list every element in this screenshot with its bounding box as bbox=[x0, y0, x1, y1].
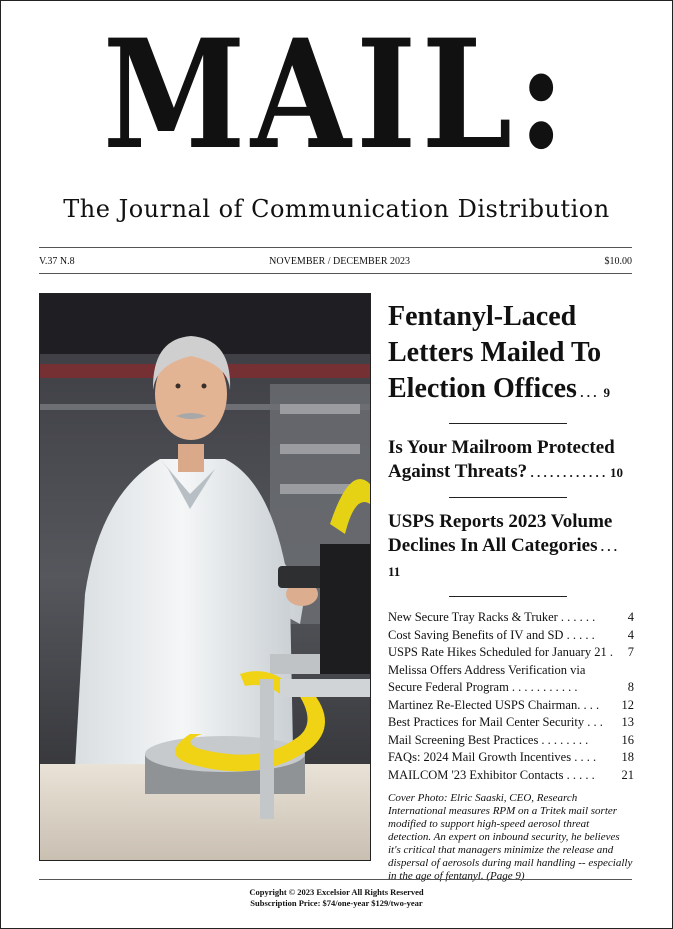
cover-photo bbox=[39, 293, 371, 861]
toc-item[interactable]: USPS Rate Hikes Scheduled for January 21 . 7 bbox=[388, 645, 634, 659]
footer bbox=[1, 887, 672, 909]
issue-rule bbox=[39, 273, 632, 274]
issue-bar bbox=[39, 256, 632, 268]
headline-mailroom-threats[interactable]: Is Your Mailroom Protected Against Threats? . . . . . . . . . . . . 10 bbox=[388, 437, 623, 482]
issue-price: $10.00 bbox=[604, 256, 632, 267]
toc-item[interactable]: Best Practices for Mail Center Security . . . 13 bbox=[388, 715, 634, 729]
contents-column bbox=[388, 299, 634, 883]
headline-page-number: 11 bbox=[388, 564, 401, 579]
headline-usps-volume[interactable]: USPS Reports 2023 Volume Declines In All Categories . . . 11 bbox=[388, 511, 618, 579]
divider bbox=[449, 596, 567, 597]
toc-item[interactable]: Cost Saving Benefits of IV and SD . . . . . 4 bbox=[388, 627, 634, 642]
cover-photo-caption: Cover Photo: Elric Saaski, CEO, Research International measures RPM on a Tritek mail sorter modified to support high-speed aerosol threat detection. An expert on inbound security, he believes it's critical that managers minimize the release and dispersal of aerosols during mail handling -- especially in the age of fentanyl. (Page 9) bbox=[388, 792, 633, 882]
divider bbox=[449, 423, 567, 424]
toc-item[interactable]: Mail Screening Best Practices . . . . . . . . 16 bbox=[388, 732, 634, 747]
toc-item[interactable]: Melissa Offers Address Verification via bbox=[388, 662, 586, 677]
toc-item[interactable]: MAILCOM '23 Exhibitor Contacts . . . . . 21 bbox=[388, 767, 634, 782]
toc-item[interactable]: Martinez Re-Elected USPS Chairman. . . . 12 bbox=[388, 697, 634, 712]
divider bbox=[449, 497, 567, 498]
issue-volume: V.37 N.8 bbox=[39, 256, 75, 267]
footer-rule bbox=[39, 879, 632, 880]
table-of-contents bbox=[388, 609, 634, 784]
subscription-text: Subscription Price: $74/one-year $129/two-year bbox=[250, 898, 423, 908]
issue-date: NOVEMBER / DECEMBER 2023 bbox=[269, 256, 410, 267]
headline-page-number: 9 bbox=[603, 385, 610, 400]
top-rule bbox=[39, 247, 632, 248]
copyright-text: Copyright © 2023 Excelsior All Rights Reserved bbox=[249, 887, 424, 897]
masthead-subtitle: The Journal of Communication Distribution bbox=[63, 195, 610, 223]
toc-item[interactable]: FAQs: 2024 Mail Growth Incentives . . . . 18 bbox=[388, 750, 634, 764]
toc-item[interactable]: New Secure Tray Racks & Truker . . . . . . 4 bbox=[388, 610, 634, 624]
toc-item[interactable]: Secure Federal Program . . . . . . . . . . . 8 bbox=[388, 680, 634, 694]
masthead-title: MAIL: bbox=[102, 7, 571, 183]
headline-page-number: 10 bbox=[609, 465, 623, 480]
headline-fentanyl[interactable]: Fentanyl-Laced Letters Mailed To Election Offices . . . 9 bbox=[388, 301, 610, 404]
